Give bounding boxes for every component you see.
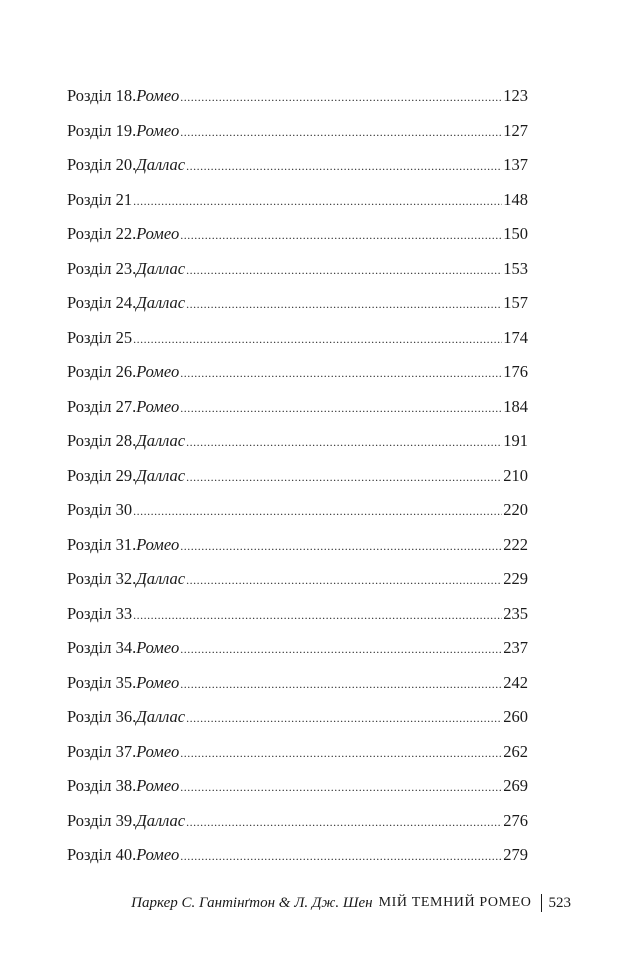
- toc-entry[interactable]: [67, 700, 528, 735]
- toc-entry[interactable]: [67, 562, 528, 597]
- toc-dot-leader: [180, 529, 502, 564]
- toc-entry[interactable]: [67, 148, 528, 183]
- toc-chapter-title: Даллас: [136, 431, 186, 450]
- toc-entry[interactable]: [67, 183, 528, 218]
- toc-entry[interactable]: [67, 114, 528, 149]
- toc-chapter-title: Ромео: [136, 534, 180, 554]
- toc-entry[interactable]: [67, 493, 528, 528]
- toc-page-number: 235: [503, 603, 528, 623]
- toc-chapter-label: Розділ 18.: [67, 86, 137, 105]
- toc-chapter-label: Розділ 23.: [67, 258, 137, 278]
- toc-dot-leader: [180, 667, 502, 702]
- toc-page-number: 150: [503, 224, 528, 243]
- toc-chapter-label: Розділ 34.: [67, 638, 137, 657]
- toc-entry[interactable]: [67, 666, 528, 701]
- toc-chapter-label: Розділ 24.: [67, 293, 137, 312]
- toc-page-number: 262: [503, 741, 528, 761]
- toc-page-number: 191: [503, 431, 528, 450]
- toc-entry[interactable]: [67, 252, 528, 287]
- toc-page-number: 123: [503, 86, 528, 105]
- toc-entry[interactable]: [67, 217, 528, 252]
- toc-page-number: 153: [503, 258, 528, 278]
- toc-dot-leader: [186, 149, 502, 184]
- toc-chapter-title: Ромео: [136, 362, 180, 381]
- toc-page-number: 229: [503, 569, 528, 588]
- toc-chapter-title: Даллас: [136, 810, 186, 830]
- toc-page-number: 269: [503, 776, 528, 795]
- toc-chapter-label: Розділ 35.: [67, 672, 137, 692]
- toc-entry[interactable]: [67, 838, 528, 873]
- toc-entry[interactable]: [67, 321, 528, 356]
- toc-entry[interactable]: [67, 769, 528, 804]
- toc-dot-leader: [186, 805, 502, 840]
- toc-entry[interactable]: [67, 735, 528, 770]
- toc-chapter-label: Розділ 22.: [67, 224, 137, 243]
- toc-chapter-label: Розділ 39.: [67, 810, 137, 830]
- toc-chapter-label: Розділ 25: [67, 327, 133, 347]
- toc-dot-leader: [133, 322, 502, 357]
- footer-separator: [541, 894, 542, 912]
- toc-chapter-label: Розділ 20.: [67, 155, 137, 174]
- toc-page-number: 137: [503, 155, 528, 174]
- toc-entry[interactable]: [67, 424, 528, 459]
- toc-entry[interactable]: [67, 528, 528, 563]
- toc-chapter-label: Розділ 30: [67, 500, 133, 519]
- toc-dot-leader: [180, 632, 502, 667]
- toc-chapter-label: Розділ 26.: [67, 362, 137, 381]
- toc-chapter-label: Розділ 31.: [67, 534, 137, 554]
- toc-entry[interactable]: [67, 286, 528, 321]
- toc-dot-leader: [180, 218, 502, 253]
- toc-chapter-title: Даллас: [136, 293, 186, 312]
- toc-dot-leader: [133, 494, 502, 529]
- toc-page-number: 220: [503, 500, 528, 519]
- toc-chapter-label: Розділ 29.: [67, 465, 137, 485]
- footer-authors: Паркер С. Гантінґтон & Л. Дж. Шен: [131, 895, 373, 911]
- toc-entry[interactable]: [67, 390, 528, 425]
- toc-chapter-label: Розділ 40.: [67, 845, 137, 864]
- toc-dot-leader: [186, 253, 502, 288]
- toc-chapter-title: Даллас: [136, 258, 186, 278]
- toc-page-number: 157: [503, 293, 528, 312]
- toc-chapter-title: Ромео: [136, 741, 180, 761]
- running-footer: [131, 893, 571, 913]
- toc-dot-leader: [186, 701, 502, 736]
- toc-dot-leader: [180, 770, 502, 805]
- toc-entry[interactable]: [67, 631, 528, 666]
- toc-dot-leader: [180, 736, 502, 771]
- toc-page-number: 174: [503, 327, 528, 347]
- toc-dot-leader: [180, 80, 502, 115]
- toc-chapter-label: Розділ 37.: [67, 741, 137, 761]
- footer-page-number: 523: [548, 895, 571, 911]
- toc-dot-leader: [186, 563, 502, 598]
- toc-dot-leader: [133, 184, 502, 219]
- toc-page-number: 176: [503, 362, 528, 381]
- toc-entry[interactable]: [67, 597, 528, 632]
- toc-entry[interactable]: [67, 79, 528, 114]
- toc-chapter-title: Ромео: [136, 845, 180, 864]
- toc-page-number: 242: [503, 672, 528, 692]
- toc-page-number: 184: [503, 396, 528, 416]
- toc-dot-leader: [186, 425, 502, 460]
- toc-chapter-title: Даллас: [136, 707, 186, 726]
- toc-page-number: 279: [503, 845, 528, 864]
- toc-entry[interactable]: [67, 459, 528, 494]
- toc-chapter-title: Даллас: [136, 155, 186, 174]
- toc-chapter-title: Ромео: [136, 224, 180, 243]
- toc-chapter-title: Ромео: [136, 120, 180, 140]
- toc-dot-leader: [180, 356, 502, 391]
- toc-page-number: 222: [503, 534, 528, 554]
- footer-book-title: МІЙ ТЕМНИЙ РОМЕО: [378, 895, 532, 910]
- toc-chapter-title: Даллас: [136, 465, 186, 485]
- toc-chapter-label: Розділ 27.: [67, 396, 137, 416]
- toc-chapter-label: Розділ 21: [67, 189, 133, 209]
- toc-dot-leader: [180, 839, 502, 874]
- toc-entry[interactable]: [67, 804, 528, 839]
- toc-page-number: 127: [503, 120, 528, 140]
- toc-chapter-title: Ромео: [136, 672, 180, 692]
- toc-entry[interactable]: [67, 355, 528, 390]
- toc-chapter-label: Розділ 38.: [67, 776, 137, 795]
- toc-page-number: 210: [503, 465, 528, 485]
- toc-dot-leader: [180, 115, 502, 150]
- toc-chapter-label: Розділ 33: [67, 603, 133, 623]
- toc-page-number: 237: [503, 638, 528, 657]
- toc-page-number: 276: [503, 810, 528, 830]
- toc-chapter-title: Ромео: [136, 776, 180, 795]
- toc-dot-leader: [133, 598, 502, 633]
- toc-dot-leader: [186, 287, 502, 322]
- toc-chapter-title: Ромео: [136, 396, 180, 416]
- toc-dot-leader: [180, 391, 502, 426]
- toc-chapter-title: Даллас: [136, 569, 186, 588]
- toc-dot-leader: [186, 460, 502, 495]
- toc-chapter-label: Розділ 28.: [67, 431, 137, 450]
- toc-chapter-label: Розділ 32.: [67, 569, 137, 588]
- table-of-contents: [67, 79, 528, 873]
- toc-chapter-title: Ромео: [136, 86, 180, 105]
- toc-chapter-label: Розділ 19.: [67, 120, 137, 140]
- toc-chapter-title: Ромео: [136, 638, 180, 657]
- toc-chapter-label: Розділ 36.: [67, 707, 137, 726]
- toc-page-number: 148: [503, 189, 528, 209]
- toc-page-number: 260: [503, 707, 528, 726]
